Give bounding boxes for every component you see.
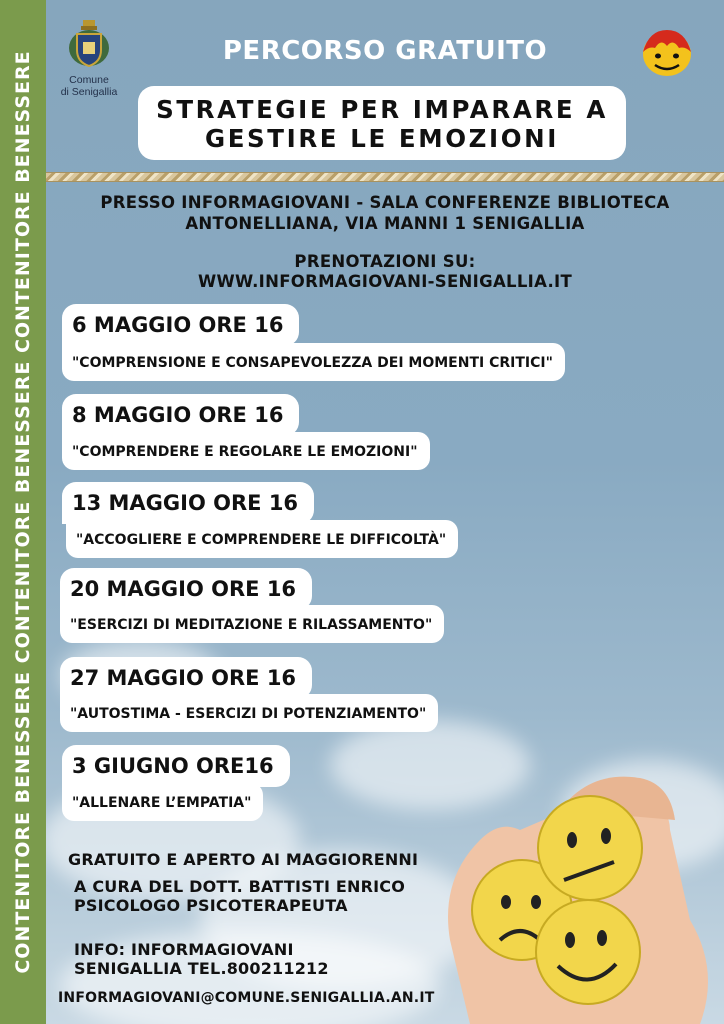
curator-line-2: PSICOLOGO PSICOTERAPEUTA — [74, 896, 348, 915]
mask-face-icon — [640, 28, 694, 78]
sidebar-label: CONTENITORE BENESSERE CONTENITORE BENESSERE CONTENITORE BENESSERE — [12, 50, 34, 974]
title-box — [138, 86, 626, 160]
free-line: GRATUITO E APERTO AI MAGGIORENNI — [68, 850, 419, 869]
comune-label: Comune — [69, 74, 109, 86]
info-phone[interactable]: SENIGALLIA TEL.800211212 — [74, 959, 329, 978]
booking — [60, 252, 710, 292]
title-line-2: GESTIRE LE EMOZIONI — [205, 124, 559, 153]
booking-label: PRENOTAZIONI SU: — [294, 252, 476, 271]
venue — [60, 192, 710, 234]
session-topic: "ALLENARE L’EMPATIA" — [62, 783, 263, 821]
info-line-1: INFO: INFORMAGIOVANI — [74, 940, 294, 959]
session-topic: "COMPRENSIONE E CONSAPEVOLEZZA DEI MOMENTI CRITICI" — [62, 343, 565, 381]
curator — [74, 877, 405, 915]
email-link[interactable]: INFORMAGIOVANI@COMUNE.SENIGALLIA.AN.IT — [58, 990, 435, 1006]
session-date: 27 MAGGIO ORE 16 — [60, 657, 312, 699]
rope-divider — [46, 172, 724, 182]
kicker: PERCORSO GRATUITO — [222, 36, 548, 66]
title-line-1: STRATEGIE PER IMPARARE A — [156, 95, 608, 124]
comune-logo — [54, 18, 124, 98]
session-date: 6 MAGGIO ORE 16 — [62, 304, 299, 346]
comune-label-city: di Senigallia — [60, 86, 118, 98]
coat-of-arms-icon — [65, 18, 113, 70]
booking-url[interactable]: WWW.INFORMAGIOVANI-SENIGALLIA.IT — [197, 272, 573, 291]
session-topic: "ESERCIZI DI MEDITAZIONE E RILASSAMENTO" — [60, 605, 444, 643]
hand-with-emoji-faces-icon — [440, 770, 724, 1024]
sidebar — [0, 0, 46, 1024]
venue-line-1: PRESSO INFORMAGIOVANI - SALA CONFERENZE BIBLIOTECA — [100, 193, 670, 212]
session-date: 20 MAGGIO ORE 16 — [60, 568, 312, 610]
session-topic: "COMPRENDERE E REGOLARE LE EMOZIONI" — [62, 432, 430, 470]
info — [74, 940, 329, 978]
session-date: 8 MAGGIO ORE 16 — [62, 394, 299, 436]
curator-line-1: A CURA DEL DOTT. BATTISTI ENRICO — [74, 877, 406, 896]
session-topic: "ACCOGLIERE E COMPRENDERE LE DIFFICOLTÀ" — [66, 520, 458, 558]
venue-line-2: ANTONELLIANA, VIA MANNI 1 SENIGALLIA — [185, 214, 585, 233]
session-date: 13 MAGGIO ORE 16 — [62, 482, 314, 524]
session-date: 3 GIUGNO ORE16 — [62, 745, 290, 787]
session-topic: "AUTOSTIMA - ESERCIZI DI POTENZIAMENTO" — [60, 694, 438, 732]
